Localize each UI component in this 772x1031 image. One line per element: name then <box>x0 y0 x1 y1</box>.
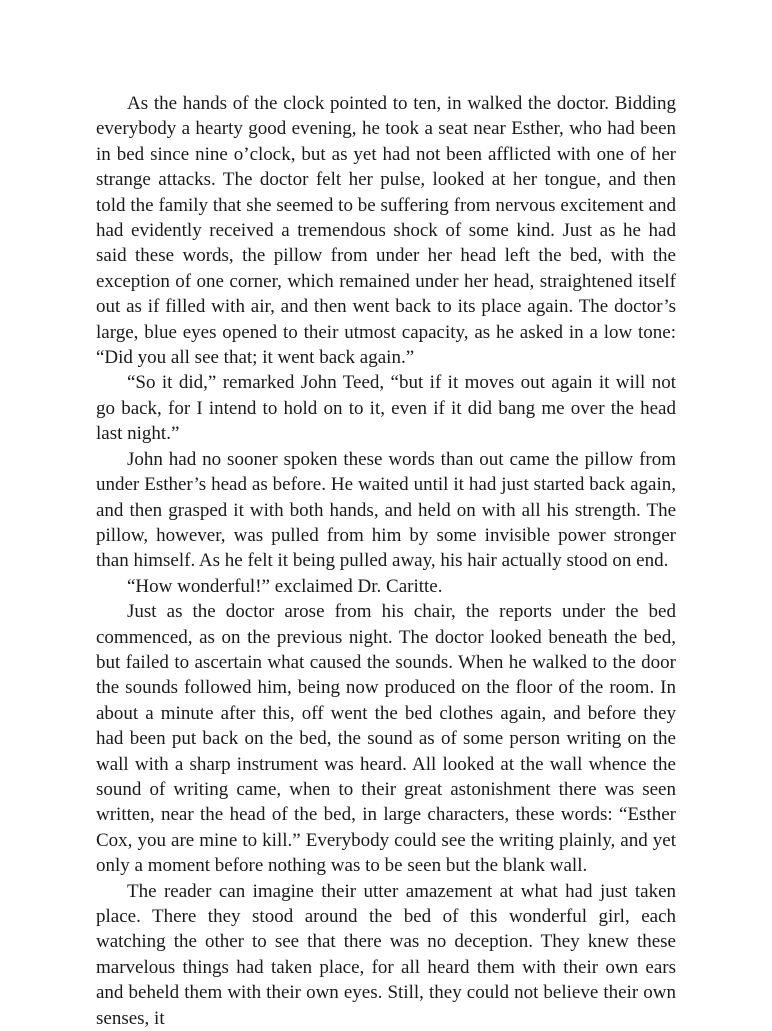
paragraph-doctor-exclaims: “How wonderful!” exclaimed Dr. Caritte. <box>127 575 443 597</box>
paragraph-writing-on-wall: Just as the doctor arose from his chair, the reports under the bed commenced, as on the previous night. The doctor looked beneath the bed, but failed to ascertain what caused the sounds. When he walked to the door the sounds followed him, being now produced on the floor of the room. In about a minute after this, off went the bed clothes again, and before they had been put back on the bed, the sound as of some person writing on the wall with a sharp instrument was heard. All looked at the wall whence the sound of writing came, when to their great astonishment there was seen written, near the head of the bed, in large characters, these words: “Esther Cox, you are mine to kill.” Everybody could see the writing plainly, and yet only a moment before nothing was to be seen but the blank wall. <box>96 601 676 877</box>
paragraph-john-teed-remark: “So it did,” remarked John Teed, “but if it moves out again it will not go back, for I intend to hold on to it, even if it did bang me over the head last night.” <box>96 372 676 445</box>
paragraph-pillow-pulled: John had no sooner spoken these words than out came the pillow from under Esther’s head as before. He waited until it had just started back again, and then grasped it with both hands, and held on with all his strength. The pillow, however, was pulled from him by some invisible power stronger than himself. As he felt it being pulled away, his hair actually stood on end. <box>96 448 676 572</box>
paragraph-doctor-arrives: As the hands of the clock pointed to ten, in walked the doctor. Bidding everybody a hearty good evening, he took a seat near Esther, who had been in bed since nine o’clock, but as yet had not been afflicted with one of her strange attacks. The doctor felt her pulse, looked at her tongue, and then told the family that she seemed to be suffering from nervous excitement and had evidently received a tremendous shock of some kind. Just as he had said these words, the pillow from under her head left the bed, with the exception of one corner, which remained under her head, straightened itself out as if filled with air, and then went back to its place again. The doctor’s large, blue eyes opened to their utmost capacity, as he asked in a low tone: “Did you all see that; it went back again.” <box>96 93 676 369</box>
body-text <box>96 91 676 1031</box>
paragraph-reader-amazement: The reader can imagine their utter amazement at what had just taken place. There they stood around the bed of this wonderful girl, each watching the other to see that there was no deception. They knew these marvelous things had taken place, for all heard them with their own ears and beheld them with their own eyes. Still, they could not believe their own senses, it <box>96 880 676 1029</box>
